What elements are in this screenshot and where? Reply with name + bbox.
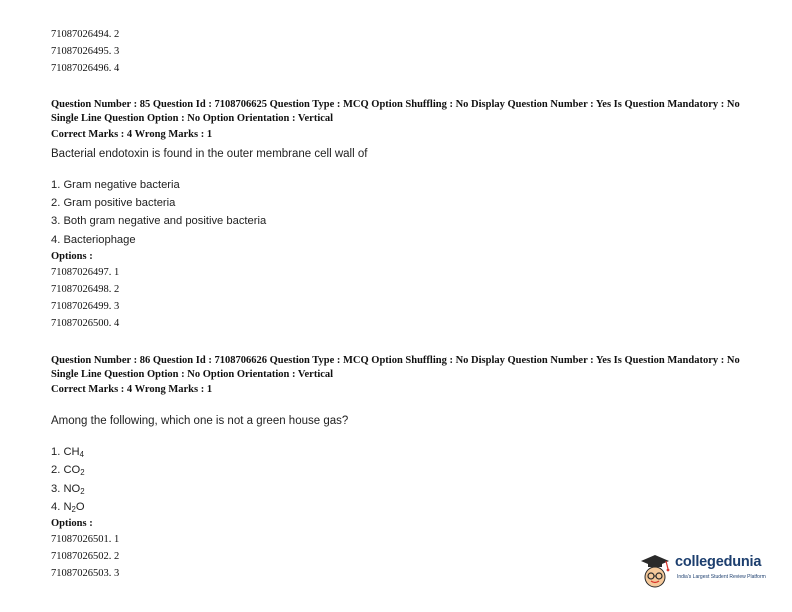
answer-choice: 3. Both gram negative and positive bacteria	[51, 215, 267, 227]
option-id-row: 71087026498. 2	[51, 284, 120, 295]
answer-choice: 2. Gram positive bacteria	[51, 197, 176, 209]
options-label: Options :	[51, 518, 93, 529]
answer-choice: 2. $CO_2$	[51, 464, 85, 477]
option-id-row: 71087026497. 1	[51, 267, 120, 278]
question-marks: Correct Marks : 4 Wrong Marks : 1	[51, 384, 213, 395]
logo-wordmark: collegedunia	[675, 554, 762, 570]
question-header: Question Number : 85 Question Id : 7108706625 Question Type : MCQ Option Shuffling : No Display Question Number : Yes Is Question Mandatory : No Single Line Question Option : No Option Orientation : Vertical	[51, 99, 740, 124]
graduate-mascot-icon	[637, 552, 673, 592]
option-id-row: 71087026501. 1	[51, 534, 120, 545]
collegedunia-logo	[637, 550, 777, 594]
option-id-row: 71087026495. 3	[51, 46, 120, 57]
option-id-row: 71087026503. 3	[51, 568, 120, 579]
option-id-row: 71087026499. 3	[51, 301, 120, 312]
options-label: Options :	[51, 251, 93, 262]
question-text: Among the following, which one is not a green house gas?	[51, 415, 349, 427]
answer-choice: 4. $N_2O$	[51, 501, 85, 514]
option-id-row: 71087026500. 4	[51, 318, 120, 329]
answer-choice: 1. $CH_4$	[51, 446, 84, 459]
answer-choice: 1. Gram negative bacteria	[51, 179, 180, 191]
option-id-row: 71087026494. 2	[51, 29, 120, 40]
question-marks: Correct Marks : 4 Wrong Marks : 1	[51, 129, 213, 140]
option-id-row: 71087026502. 2	[51, 551, 120, 562]
option-id-row: 71087026496. 4	[51, 63, 120, 74]
answer-choice: 3. $NO_2$	[51, 483, 85, 496]
question-header: Question Number : 86 Question Id : 7108706626 Question Type : MCQ Option Shuffling : No Display Question Number : Yes Is Question Mandatory : No Single Line Question Option : No Option Orientation : Vertical	[51, 355, 740, 380]
question-text: Bacterial endotoxin is found in the outer membrane cell wall of	[51, 148, 368, 160]
answer-choice: 4. Bacteriophage	[51, 234, 136, 246]
logo-tagline: India's Largest Student Review Platform	[677, 574, 766, 580]
